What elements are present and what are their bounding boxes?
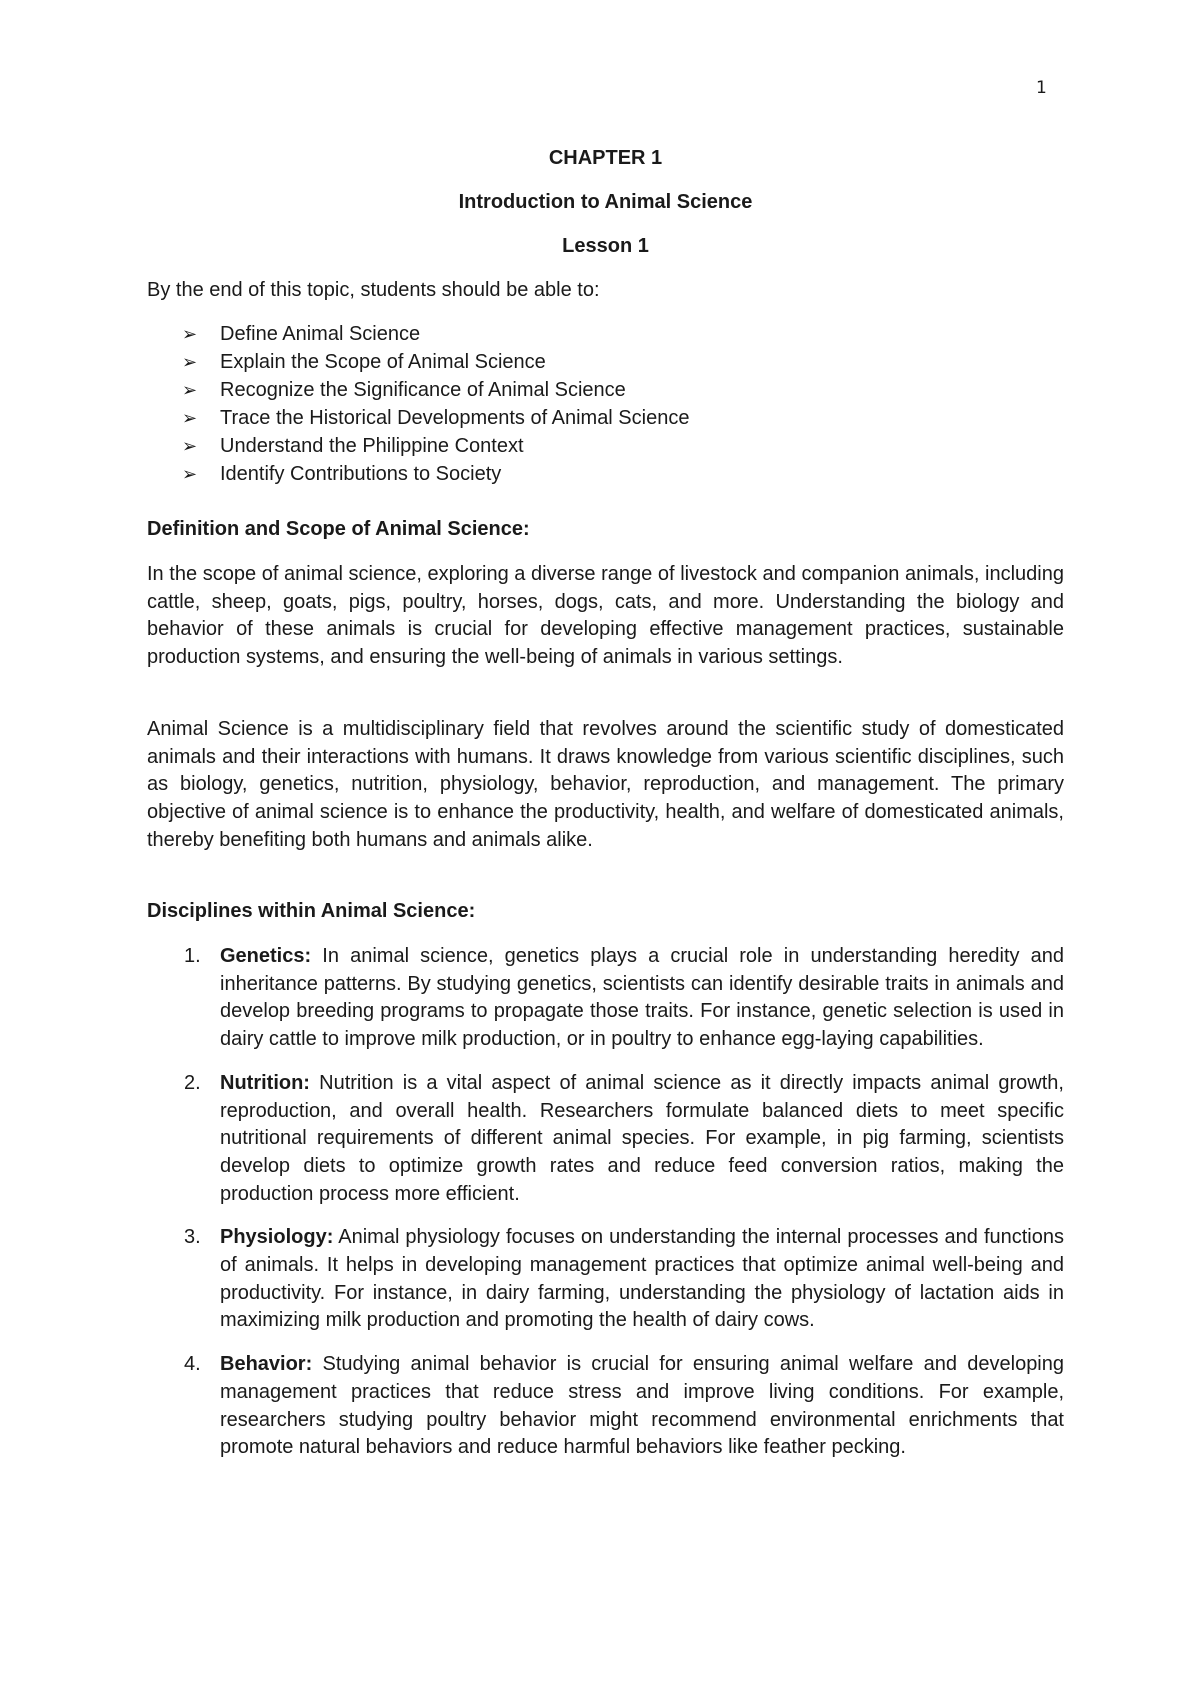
discipline-term: Physiology: (220, 1226, 334, 1249)
objective-item (182, 376, 689, 404)
arrow-bullet-icon: ➢ (182, 380, 198, 400)
disciplines-list (147, 943, 1064, 1478)
arrow-bullet-icon: ➢ (182, 408, 198, 428)
objective-text: Explain the Scope of Animal Science (220, 351, 546, 373)
discipline-description: Studying animal behavior is crucial for ensuring animal welfare and developing management practices that reduce stress and improve living conditions. For example, researchers studying poultry behavior might recommend environmental enrichments that promote natural behaviors and reduce harmful behaviors like feather pecking. (220, 1353, 1064, 1459)
arrow-bullet-icon: ➢ (182, 352, 198, 372)
objectives-intro: By the end of this topic, students should be able to: (147, 279, 600, 301)
objective-item (182, 460, 689, 488)
definition-paragraph-2: Animal Science is a multidisciplinary field that revolves around the scientific study of domesticated animals and their interactions with humans. It draws knowledge from various scientific disciplines, such as biology, genetics, nutrition, physiology, behavior, reproduction, and management. The primary objective of animal science is to enhance the productivity, health, and welfare of domesticated animals, thereby benefiting both humans and animals alike. (147, 718, 1064, 851)
discipline-number: 4. (184, 1353, 201, 1376)
objective-text: Understand the Philippine Context (220, 435, 524, 457)
discipline-term: Genetics: (220, 945, 312, 967)
objective-item (182, 432, 689, 460)
arrow-bullet-icon: ➢ (182, 464, 198, 484)
discipline-number: 2. (184, 1071, 201, 1094)
objectives-list (182, 320, 689, 488)
objective-text: Identify Contributions to Society (220, 463, 502, 485)
discipline-item (147, 943, 1064, 1054)
objective-item (182, 404, 689, 432)
definition-paragraph-1: In the scope of animal science, exploring a diverse range of livestock and companion animals, including cattle, sheep, goats, pigs, poultry, horses, dogs, cats, and more. Understanding the biology and behavior of these animals is crucial for developing effective management practices, sustainable production systems, and ensuring the well-being of animals in various settings. (147, 563, 1064, 669)
discipline-item (147, 1070, 1064, 1209)
discipline-description: In animal science, genetics plays a crucial role in understanding heredity and inheritance patterns. By studying genetics, scientists can identify desirable traits in animals and develop breeding programs to propagate those traits. For instance, genetic selection is used in dairy cattle to improve milk production, or in poultry to enhance egg-laying capabilities. (220, 945, 1064, 1051)
discipline-number: 1. (184, 945, 201, 967)
objective-text: Recognize the Significance of Animal Science (220, 379, 626, 401)
disciplines-section-heading: Disciplines within Animal Science: (147, 900, 476, 922)
objective-text: Trace the Historical Developments of Animal Science (220, 407, 690, 429)
page-number: 1 (1036, 78, 1047, 98)
objective-text: Define Animal Science (220, 323, 421, 345)
objective-item (182, 320, 689, 348)
discipline-item (147, 1224, 1064, 1335)
discipline-number: 3. (184, 1226, 201, 1249)
discipline-term: Behavior: (220, 1353, 313, 1376)
arrow-bullet-icon: ➢ (182, 324, 198, 344)
definition-section-heading: Definition and Scope of Animal Science: (147, 518, 530, 540)
discipline-item (147, 1351, 1064, 1462)
discipline-description: Animal physiology focuses on understanding the internal processes and functions of animals. It helps in developing management practices that optimize animal well-being and productivity. For instance, in dairy farming, understanding the physiology of lactation aids in maximizing milk production and promoting the health of dairy cows. (220, 1226, 1064, 1332)
objective-item (182, 348, 689, 376)
discipline-description: Nutrition is a vital aspect of animal science as it directly impacts animal growth, reproduction, and overall health. Researchers formulate balanced diets to meet specific nutritional requirements of different animal species. For example, in pig farming, scientists develop diets to optimize growth rates and reduce feed conversion ratios, making the production process more efficient. (220, 1071, 1064, 1205)
arrow-bullet-icon: ➢ (182, 436, 198, 456)
discipline-term: Nutrition: (220, 1071, 310, 1094)
lesson-heading: Lesson 1 (562, 235, 649, 257)
chapter-heading: CHAPTER 1 (548, 147, 663, 169)
chapter-title: Introduction to Animal Science (458, 191, 753, 213)
